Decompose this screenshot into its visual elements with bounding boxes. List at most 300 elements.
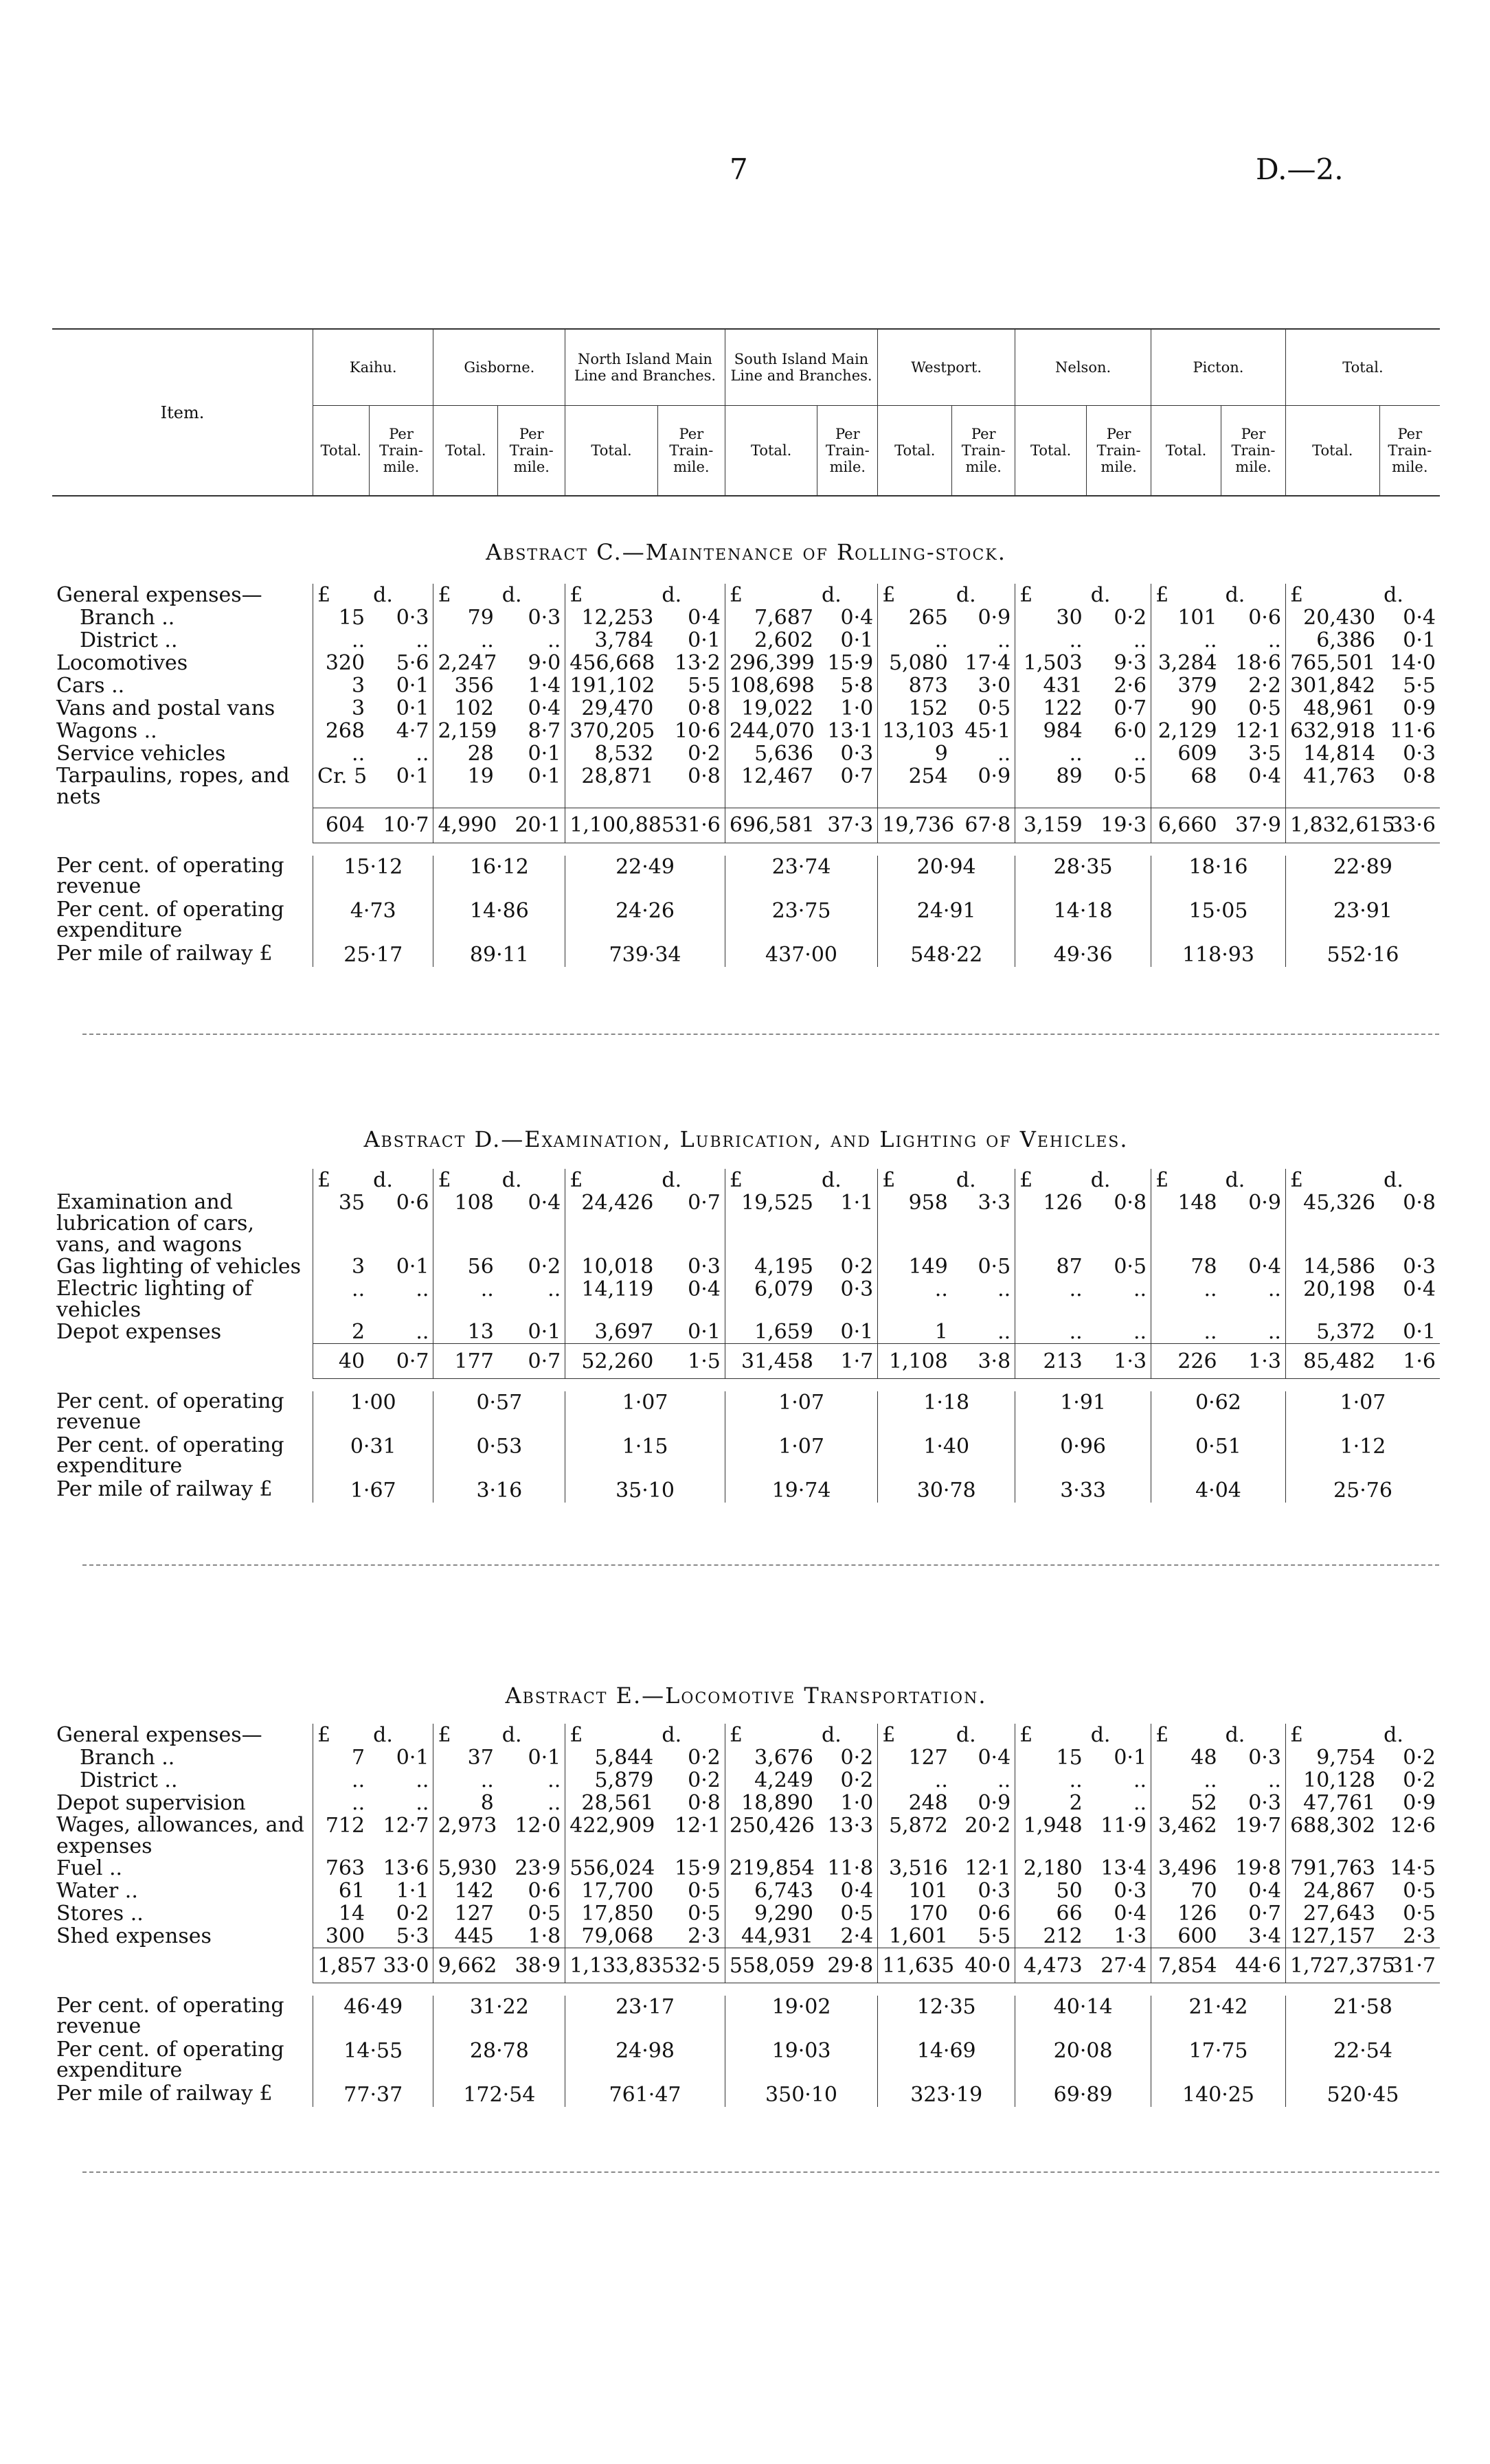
row-label: Water .. xyxy=(56,1879,138,1903)
stats-value: 3·33 xyxy=(1015,1479,1151,1503)
stats-value: 28·35 xyxy=(1015,856,1151,900)
cell-value: 127,157 xyxy=(1285,1925,1379,1948)
row-label: Shed expenses xyxy=(56,1924,212,1949)
cell-value: 265 xyxy=(878,606,952,629)
cell-value: 0·1 xyxy=(396,674,429,698)
cell-value: 9 xyxy=(878,742,952,765)
cell-value: 3,516 xyxy=(878,1857,952,1880)
row-label: Branch .. xyxy=(80,1746,175,1770)
abstract-e-table xyxy=(52,1724,1440,2107)
cell-value: .. xyxy=(1015,1321,1087,1344)
cell-value: 17·4 xyxy=(964,651,1011,675)
cell-value: 0·4 xyxy=(840,1879,874,1903)
cell-value: 873 xyxy=(878,674,952,697)
cell-value: 3,496 xyxy=(1151,1857,1221,1880)
cell-value: 0·3 xyxy=(978,1879,1011,1903)
stats-label: Per mile of railway £ xyxy=(56,1477,273,1501)
stats-value: 4·73 xyxy=(313,900,433,944)
unit-label: £ xyxy=(878,1724,952,1746)
cell-value: 127 xyxy=(878,1746,952,1769)
cell-value: 3 xyxy=(313,697,370,720)
cell-value: 1·1 xyxy=(840,1191,874,1215)
unit-label: £ xyxy=(313,1724,370,1746)
total-subheader: Total. xyxy=(313,406,370,497)
cell-value: .. xyxy=(313,1792,370,1814)
cell-value: 14,814 xyxy=(1285,742,1379,765)
total-value: 33·0 xyxy=(369,1948,433,1983)
cell-value: .. xyxy=(1151,1769,1221,1792)
stats-label: Per cent. of operating revenue xyxy=(56,1994,284,2038)
per-train-mile-subheader: Per Train-mile. xyxy=(952,406,1015,497)
total-subheader: Total. xyxy=(1151,406,1221,497)
cell-value: 3,697 xyxy=(565,1321,658,1344)
row-label: Depot supervision xyxy=(56,1791,246,1815)
cell-value: .. xyxy=(997,1277,1011,1301)
cell-value: .. xyxy=(997,1768,1011,1792)
stats-row xyxy=(52,1391,1440,1435)
stats-value: 31·22 xyxy=(433,1996,565,2040)
cell-value: .. xyxy=(433,1278,498,1321)
table-row xyxy=(52,1255,1440,1278)
cell-value: 18,890 xyxy=(725,1792,817,1814)
cell-value: 5,844 xyxy=(565,1746,658,1769)
cell-value: .. xyxy=(1151,1321,1221,1344)
cell-value: 101 xyxy=(878,1880,952,1902)
unit-label: £ xyxy=(565,1169,658,1191)
stats-value: 1·07 xyxy=(1285,1391,1440,1435)
cell-value: 29,470 xyxy=(565,697,658,720)
row-label: Fuel .. xyxy=(56,1856,123,1880)
cell-value: 0·3 xyxy=(840,1277,874,1301)
cell-value: 0·4 xyxy=(978,1746,1011,1770)
cell-value: 15 xyxy=(313,606,370,629)
total-value: 33·6 xyxy=(1379,808,1440,843)
cell-value: 0·2 xyxy=(1114,606,1147,630)
unit-label: £ xyxy=(1285,1169,1379,1191)
cell-value: 0·3 xyxy=(1403,742,1436,766)
unit-label: d. xyxy=(501,1168,522,1192)
cell-value: 10·6 xyxy=(675,719,721,743)
cell-value: 1·1 xyxy=(396,1879,429,1903)
cell-value: 11·9 xyxy=(1100,1814,1147,1838)
stats-value: 0·51 xyxy=(1151,1435,1286,1479)
total-value: 226 xyxy=(1151,1344,1221,1379)
cell-value: 2,973 xyxy=(433,1814,498,1857)
stats-value: 323·19 xyxy=(878,2084,1015,2107)
cell-value: 958 xyxy=(878,1191,952,1255)
total-value: 31·6 xyxy=(657,808,725,843)
cell-value: .. xyxy=(1267,1277,1281,1301)
cell-value: 0·3 xyxy=(840,742,874,766)
cell-value: 79 xyxy=(433,606,498,629)
cell-value: 3,784 xyxy=(565,629,658,652)
cell-value: 2,602 xyxy=(725,629,817,652)
cell-value: 1 xyxy=(878,1321,952,1344)
table-row xyxy=(52,1769,1440,1792)
cell-value: 108 xyxy=(433,1191,498,1255)
total-value: 19·3 xyxy=(1087,808,1151,843)
cell-value: 0·1 xyxy=(396,696,429,720)
unit-label: d. xyxy=(1225,583,1245,607)
stats-value: 15·05 xyxy=(1151,900,1286,944)
stats-row xyxy=(52,2040,1440,2084)
stats-value: 1·15 xyxy=(565,1435,725,1479)
cell-value: 0·6 xyxy=(528,1879,561,1903)
total-value: 3·8 xyxy=(952,1344,1015,1379)
cell-value: 12·1 xyxy=(1235,719,1281,743)
cell-value: 24,867 xyxy=(1285,1880,1379,1902)
cell-value: 44,931 xyxy=(725,1925,817,1948)
total-value: 1·3 xyxy=(1087,1344,1151,1379)
cell-value: 9,290 xyxy=(725,1902,817,1925)
stats-label: Per mile of railway £ xyxy=(56,2081,273,2106)
stats-value: 1·07 xyxy=(565,1391,725,1435)
district-header: Nelson. xyxy=(1015,329,1151,406)
unit-label: £ xyxy=(725,584,817,606)
cell-value: 765,501 xyxy=(1285,652,1379,674)
total-value: 32·5 xyxy=(657,1948,725,1983)
cell-value: 1,503 xyxy=(1015,652,1087,674)
cell-value: 0·1 xyxy=(528,1320,561,1344)
cell-value: .. xyxy=(997,1320,1011,1344)
cell-value: .. xyxy=(1015,1769,1087,1792)
cell-value: 47,761 xyxy=(1285,1792,1379,1814)
page-number: 7 xyxy=(730,152,748,186)
cell-value: 56 xyxy=(433,1255,498,1278)
unit-label: d. xyxy=(956,1168,976,1192)
unit-label: £ xyxy=(313,1169,370,1191)
cell-value: .. xyxy=(1133,1277,1147,1301)
cell-value: 5,372 xyxy=(1285,1321,1379,1344)
total-value: 37·3 xyxy=(817,808,878,843)
cell-value: 0·1 xyxy=(1403,1320,1436,1344)
cell-value: .. xyxy=(313,629,370,652)
cell-value: 445 xyxy=(433,1925,498,1948)
cell-value: 13·4 xyxy=(1100,1856,1147,1880)
cell-value: 0·4 xyxy=(1403,606,1436,630)
table-row xyxy=(52,629,1440,652)
cell-value: 609 xyxy=(1151,742,1221,765)
cell-value: 19,022 xyxy=(725,697,817,720)
cell-value: 0·8 xyxy=(1403,764,1436,788)
cell-value: .. xyxy=(1133,1791,1147,1815)
stats-value: 1·12 xyxy=(1285,1435,1440,1479)
cell-value: 3,462 xyxy=(1151,1814,1221,1857)
table-row xyxy=(52,674,1440,697)
cell-value: 0·2 xyxy=(840,1746,874,1770)
stats-value: 23·74 xyxy=(725,856,877,900)
district-header: Kaihu. xyxy=(313,329,433,406)
total-value: 10·7 xyxy=(369,808,433,843)
cell-value: .. xyxy=(1151,629,1221,652)
cell-value: 0·2 xyxy=(1403,1746,1436,1770)
abstract-c-title: Abstract C.—Maintenance of Rolling-stock. xyxy=(486,539,1006,565)
per-train-mile-subheader: Per Train-mile. xyxy=(1379,406,1440,497)
stats-value: 69·89 xyxy=(1015,2084,1151,2107)
cell-value: .. xyxy=(878,629,952,652)
total-value: 7,854 xyxy=(1151,1948,1221,1983)
stats-value: 4·04 xyxy=(1151,1479,1286,1503)
cell-value: 0·3 xyxy=(1248,1746,1281,1770)
cell-value: 102 xyxy=(433,697,498,720)
unit-label: d. xyxy=(373,1723,393,1747)
cell-value: 27,643 xyxy=(1285,1902,1379,1925)
stats-value: 25·17 xyxy=(313,944,433,967)
table-row xyxy=(52,1814,1440,1857)
district-header: South Island Main Line and Branches. xyxy=(725,329,877,406)
cell-value: 14·5 xyxy=(1390,1856,1436,1880)
stats-value: 1·40 xyxy=(878,1435,1015,1479)
cell-value: 28 xyxy=(433,742,498,765)
cell-value: 6,386 xyxy=(1285,629,1379,652)
unit-label: £ xyxy=(1151,584,1221,606)
stats-value: 15·12 xyxy=(313,856,433,900)
cell-value: 3·3 xyxy=(978,1191,1011,1215)
unit-label: d. xyxy=(662,1723,682,1747)
cell-value: 712 xyxy=(313,1814,370,1857)
cell-value: 41,763 xyxy=(1285,765,1379,808)
cell-value: 0·4 xyxy=(1114,1902,1147,1926)
cell-value: 2·4 xyxy=(840,1924,874,1948)
table-row xyxy=(52,1880,1440,1902)
stats-value: 761·47 xyxy=(565,2084,725,2107)
cell-value: 0·7 xyxy=(1114,696,1147,720)
cell-value: 4,249 xyxy=(725,1769,817,1792)
cell-value: .. xyxy=(878,1769,952,1792)
cell-value: 15·9 xyxy=(675,1856,721,1880)
per-train-mile-subheader: Per Train-mile. xyxy=(1087,406,1151,497)
cell-value: 0·8 xyxy=(1114,1191,1147,1215)
cell-value: 152 xyxy=(878,697,952,720)
cell-value: 296,399 xyxy=(725,652,817,674)
unit-label: d. xyxy=(1090,583,1111,607)
cell-value: .. xyxy=(1267,1768,1281,1792)
unit-label: d. xyxy=(1384,1168,1403,1192)
stats-label: Per cent. of operating revenue xyxy=(56,853,284,898)
cell-value: 0·7 xyxy=(688,1191,721,1215)
cell-value: 18·6 xyxy=(1235,651,1281,675)
unit-label: £ xyxy=(1285,584,1379,606)
cell-value: 89 xyxy=(1015,765,1087,808)
cell-value: 0·3 xyxy=(1114,1879,1147,1903)
stats-value: 24·98 xyxy=(565,2040,725,2084)
cell-value: 87 xyxy=(1015,1255,1087,1278)
total-value: 4,473 xyxy=(1015,1948,1087,1983)
unit-label: £ xyxy=(1015,1724,1087,1746)
cell-value: 6,743 xyxy=(725,1880,817,1902)
cell-value: 0·7 xyxy=(840,764,874,788)
stats-value: 552·16 xyxy=(1285,944,1440,967)
cell-value: 0·6 xyxy=(396,1191,429,1215)
unit-label: d. xyxy=(662,1168,682,1192)
cell-value: 24,426 xyxy=(565,1191,658,1255)
section-divider xyxy=(82,2171,1439,2173)
stats-value: 24·26 xyxy=(565,900,725,944)
cell-value: 1·8 xyxy=(528,1924,561,1948)
cell-value: 0·2 xyxy=(840,1255,874,1279)
total-value: 0·7 xyxy=(369,1344,433,1379)
cell-value: 0·9 xyxy=(978,1791,1011,1815)
cell-value: 0·2 xyxy=(840,1768,874,1792)
per-train-mile-subheader: Per Train-mile. xyxy=(817,406,878,497)
cell-value: 28,871 xyxy=(565,765,658,808)
total-value: 1,100,885 xyxy=(565,808,658,843)
cell-value: 3·0 xyxy=(978,674,1011,698)
stats-row xyxy=(52,856,1440,900)
cell-value: 45,326 xyxy=(1285,1191,1379,1255)
cell-value: 28,561 xyxy=(565,1792,658,1814)
cell-value: 52 xyxy=(1151,1792,1221,1814)
table-row xyxy=(52,1857,1440,1880)
total-subheader: Total. xyxy=(878,406,952,497)
cell-value: 0·6 xyxy=(978,1902,1011,1926)
total-value: 40 xyxy=(313,1344,370,1379)
cell-value: 6,079 xyxy=(725,1278,817,1321)
cell-value: 1·0 xyxy=(840,1791,874,1815)
stats-value: 24·91 xyxy=(878,900,1015,944)
total-value: 213 xyxy=(1015,1344,1087,1379)
cell-value: 0·4 xyxy=(1248,764,1281,788)
cell-value: 3,284 xyxy=(1151,652,1221,674)
stats-value: 40·14 xyxy=(1015,1996,1151,2040)
cell-value: 15 xyxy=(1015,1746,1087,1769)
cell-value: 10,128 xyxy=(1285,1769,1379,1792)
totals-spacer xyxy=(52,808,313,843)
table-row xyxy=(52,1746,1440,1769)
cell-value: 212 xyxy=(1015,1925,1087,1948)
total-value: 558,059 xyxy=(725,1948,817,1983)
stats-value: 739·34 xyxy=(565,944,725,967)
cell-value: 13·3 xyxy=(827,1814,874,1838)
unit-label: £ xyxy=(878,584,952,606)
stats-value: 0·31 xyxy=(313,1435,433,1479)
cell-value: .. xyxy=(416,1791,429,1815)
cell-value: 4,195 xyxy=(725,1255,817,1278)
cell-value: 30 xyxy=(1015,606,1087,629)
stats-value: 46·49 xyxy=(313,1996,433,2040)
cell-value: 79,068 xyxy=(565,1925,658,1948)
stats-label: Per cent. of operating revenue xyxy=(56,1389,284,1434)
cell-value: 78 xyxy=(1151,1255,1221,1278)
cell-value: 0·9 xyxy=(1403,1791,1436,1815)
cell-value: 0·5 xyxy=(978,1255,1011,1279)
cell-value: 0·2 xyxy=(688,1768,721,1792)
stats-value: 1·00 xyxy=(313,1391,433,1435)
cell-value: 19 xyxy=(433,765,498,808)
cell-value: 5,872 xyxy=(878,1814,952,1857)
row-label: Stores .. xyxy=(56,1902,144,1926)
cell-value: 0·2 xyxy=(396,1902,429,1926)
unit-label: £ xyxy=(1285,1724,1379,1746)
stats-label: Per cent. of operating expenditure xyxy=(56,1433,284,1478)
unit-label: £ xyxy=(725,1169,817,1191)
cell-value: .. xyxy=(433,1769,498,1792)
unit-label: d. xyxy=(1384,1723,1403,1747)
cell-value: 9·0 xyxy=(528,651,561,675)
cell-value: 50 xyxy=(1015,1880,1087,1902)
stats-value: 1·18 xyxy=(878,1391,1015,1435)
cell-value: 0·4 xyxy=(528,696,561,720)
cell-value: 0·1 xyxy=(840,1320,874,1344)
cell-value: .. xyxy=(1133,628,1147,652)
cell-value: Cr. 5 xyxy=(313,765,370,808)
stats-value: 77·37 xyxy=(313,2084,433,2107)
stats-value: 350·10 xyxy=(725,2084,877,2107)
cell-value: .. xyxy=(548,1791,561,1815)
cell-value: 90 xyxy=(1151,697,1221,720)
cell-value: 8,532 xyxy=(565,742,658,765)
per-train-mile-subheader: Per Train-mile. xyxy=(657,406,725,497)
cell-value: 431 xyxy=(1015,674,1087,697)
unit-label: £ xyxy=(433,584,498,606)
stats-value: 14·18 xyxy=(1015,900,1151,944)
cell-value: 422,909 xyxy=(565,1814,658,1857)
cell-value: 66 xyxy=(1015,1902,1087,1925)
unit-label: £ xyxy=(433,1169,498,1191)
cell-value: .. xyxy=(433,629,498,652)
cell-value: 0·5 xyxy=(1114,764,1147,788)
cell-value: 48 xyxy=(1151,1746,1221,1769)
cell-value: 0·8 xyxy=(1403,1191,1436,1215)
cell-value: 12·0 xyxy=(515,1814,561,1838)
cell-value: 0·5 xyxy=(1114,1255,1147,1279)
cell-value: 7 xyxy=(313,1746,370,1769)
district-header: Westport. xyxy=(878,329,1015,406)
cell-value: 0·5 xyxy=(688,1902,721,1926)
cell-value: 688,302 xyxy=(1285,1814,1379,1857)
stats-value: 22·89 xyxy=(1285,856,1440,900)
stats-value: 118·93 xyxy=(1151,944,1286,967)
cell-value: 12·1 xyxy=(675,1814,721,1838)
cell-value: 0·1 xyxy=(528,764,561,788)
cell-value: .. xyxy=(1267,1320,1281,1344)
unit-label: d. xyxy=(1225,1723,1245,1747)
total-subheader: Total. xyxy=(433,406,498,497)
cell-value: 2,159 xyxy=(433,720,498,742)
total-value: 696,581 xyxy=(725,808,817,843)
cell-value: 1,601 xyxy=(878,1925,952,1948)
total-value: 67·8 xyxy=(952,808,1015,843)
cell-value: 14,586 xyxy=(1285,1255,1379,1278)
cell-value: 600 xyxy=(1151,1925,1221,1948)
cell-value: 0·1 xyxy=(528,1746,561,1770)
cell-value: 35 xyxy=(313,1191,370,1255)
table-row xyxy=(52,652,1440,674)
cell-value: 48,961 xyxy=(1285,697,1379,720)
cell-value: 5,879 xyxy=(565,1769,658,1792)
unit-label: d. xyxy=(1090,1723,1111,1747)
row-label: Locomotives xyxy=(56,651,188,675)
total-subheader: Total. xyxy=(565,406,658,497)
item-column-header: Item. xyxy=(160,402,205,422)
cell-value: 12·1 xyxy=(964,1856,1011,1880)
unit-label: £ xyxy=(1151,1724,1221,1746)
total-value: 40·0 xyxy=(952,1948,1015,1983)
cell-value: 301,842 xyxy=(1285,674,1379,697)
unit-label: £ xyxy=(1015,1169,1087,1191)
cell-value: 0·9 xyxy=(1403,696,1436,720)
cell-value: 0·4 xyxy=(1403,1277,1436,1301)
cell-value: 122 xyxy=(1015,697,1087,720)
table-row xyxy=(52,606,1440,629)
cell-value: 17,700 xyxy=(565,1880,658,1902)
row-label: Wages, allowances, and expenses xyxy=(56,1813,304,1858)
cell-value: 250,426 xyxy=(725,1814,817,1857)
unit-label: d. xyxy=(1225,1168,1245,1192)
stats-value: 18·16 xyxy=(1151,856,1286,900)
cell-value: 20,430 xyxy=(1285,606,1379,629)
cell-value: 0·1 xyxy=(688,1320,721,1344)
